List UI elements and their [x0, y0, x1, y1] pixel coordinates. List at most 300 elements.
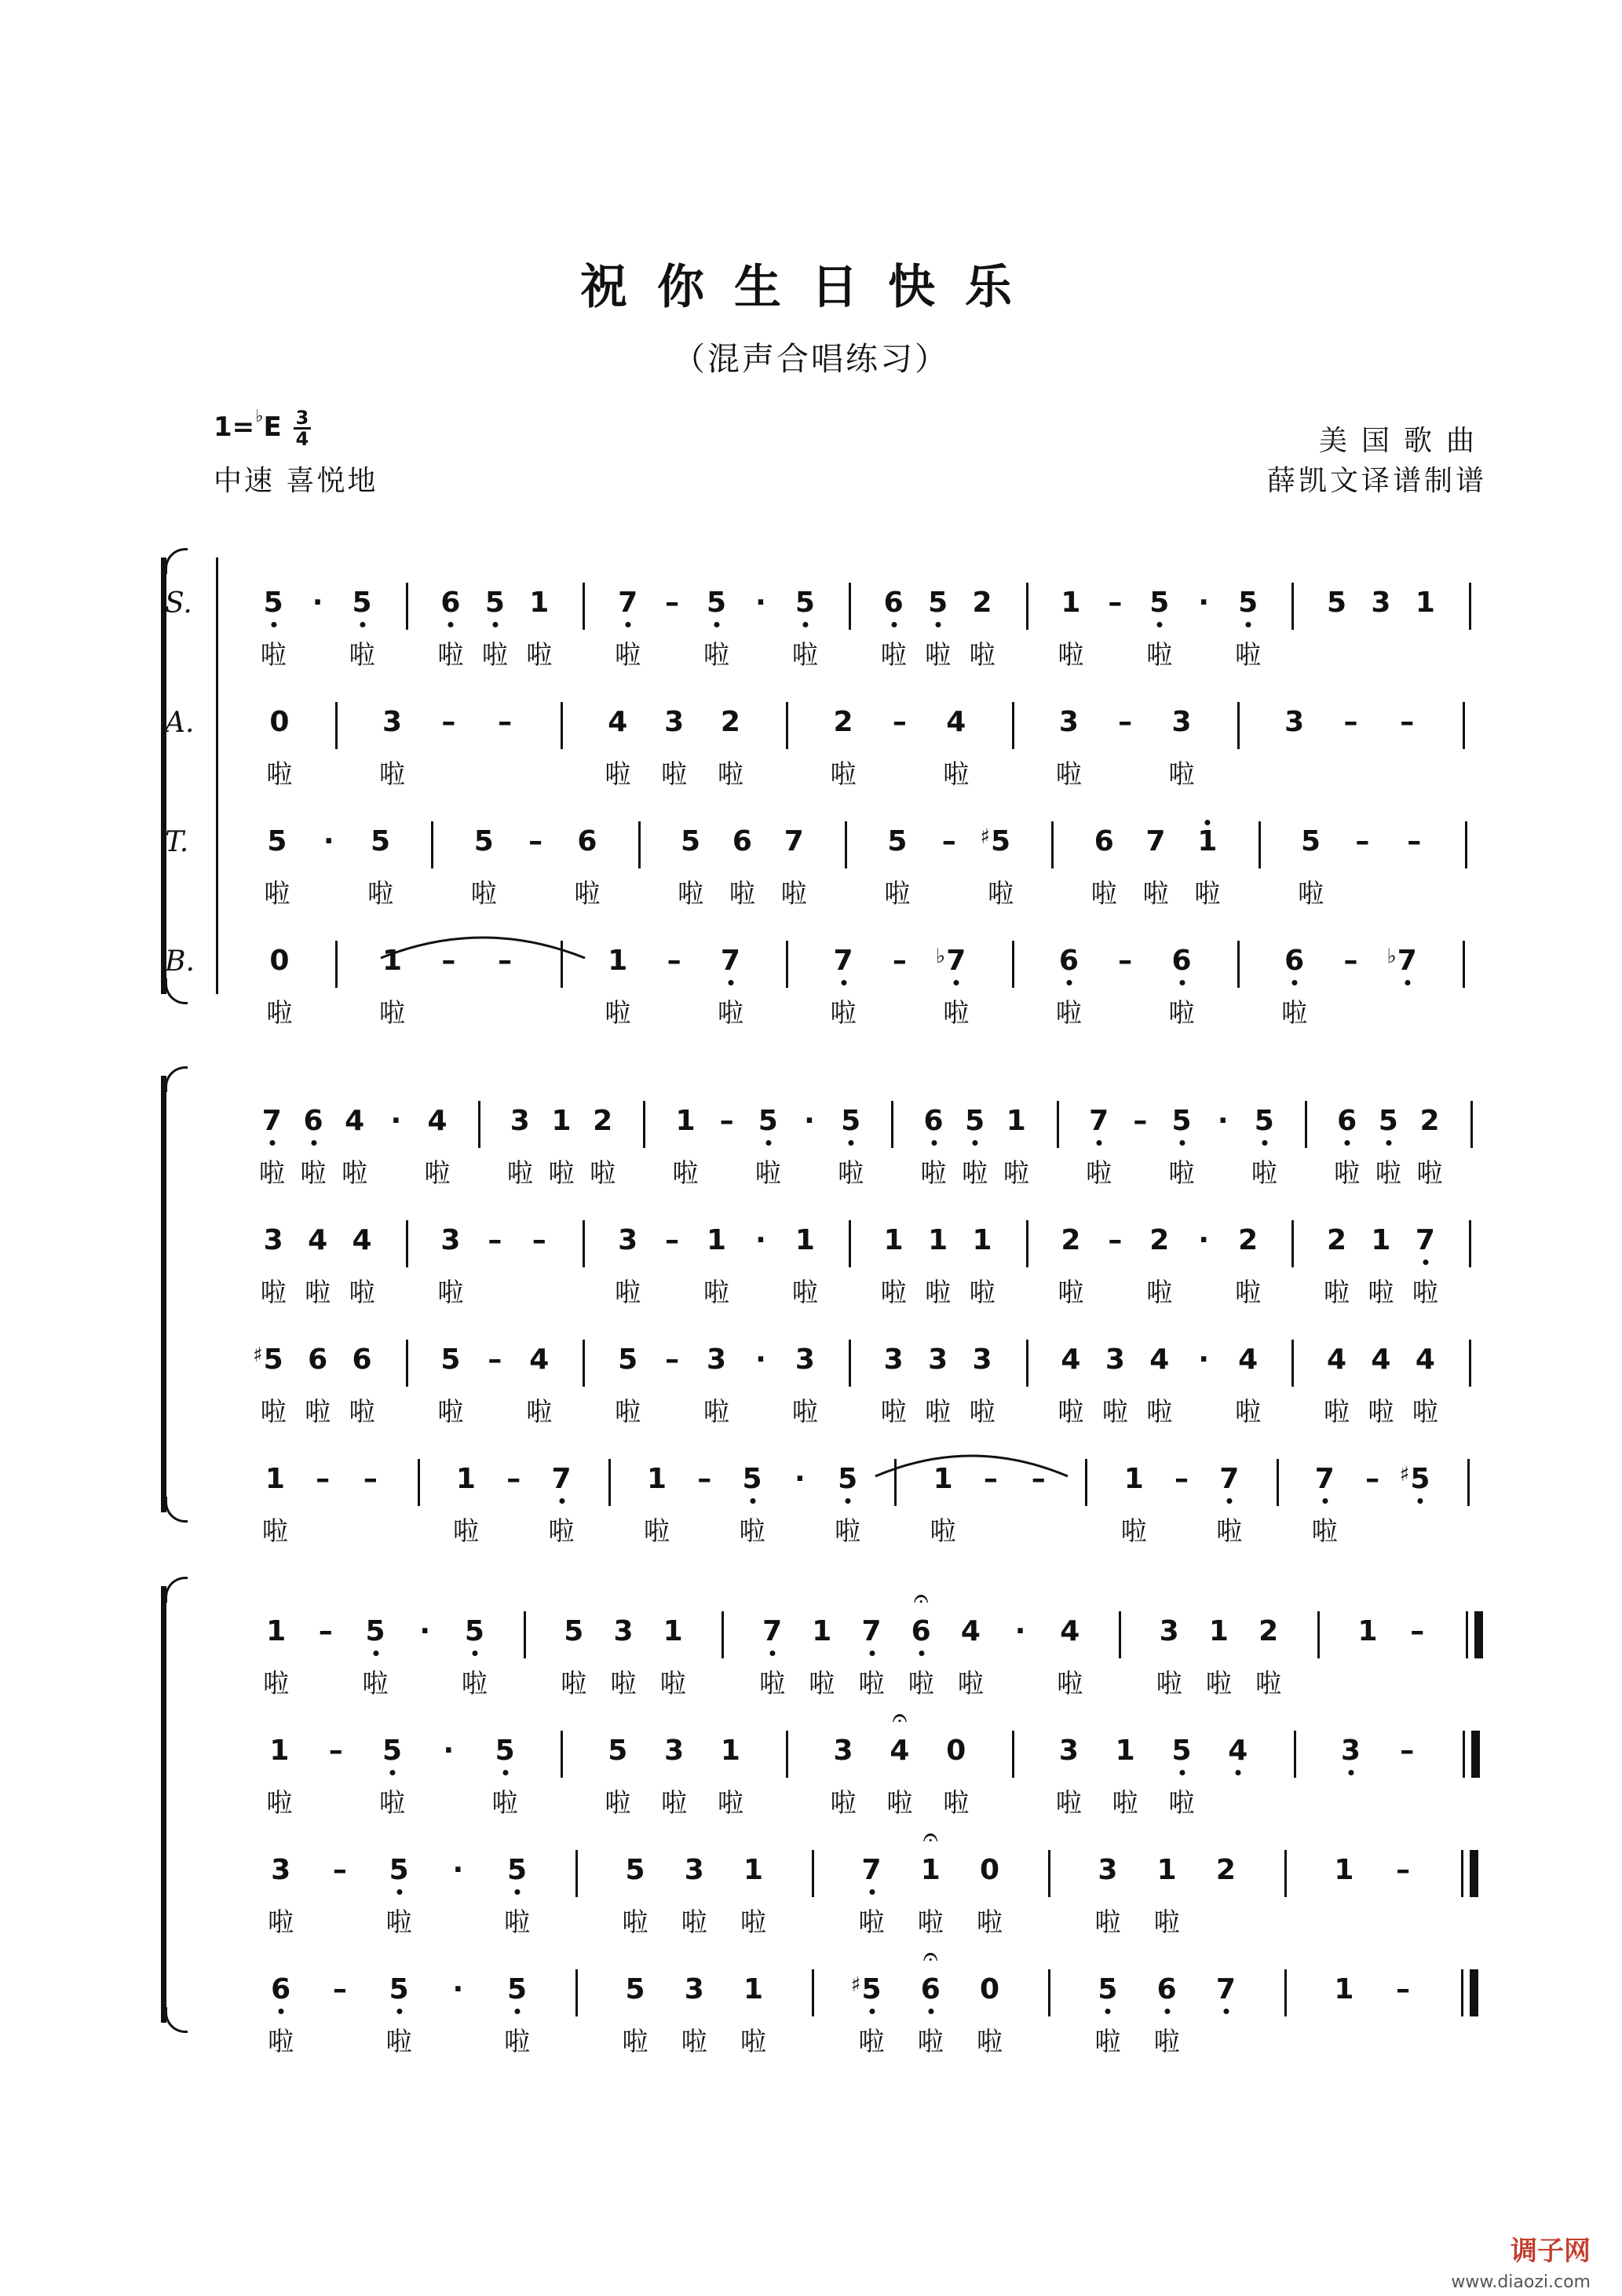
lyric-syllable: 啦: [1368, 1396, 1394, 1427]
note-text: 5: [389, 1854, 409, 1886]
note-text: 5: [1098, 1973, 1118, 2005]
note-text: –: [1396, 1973, 1411, 2005]
note-text: 4: [1061, 1344, 1081, 1376]
note-text: 6: [1171, 945, 1192, 977]
lyric-syllable: 啦: [258, 1157, 285, 1188]
note-text: 5: [838, 1463, 858, 1495]
fermata-icon: 𝄐: [922, 1822, 938, 1853]
note-text: –: [1407, 825, 1422, 857]
note-text: 5: [1301, 825, 1321, 857]
lyric-syllable: 啦: [305, 1396, 331, 1427]
lyric-syllable: 啦: [266, 759, 293, 789]
lyric-syllable: 啦: [491, 1787, 518, 1818]
lyric-syllable: 啦: [908, 1668, 934, 1698]
lyric-syllable: 啦: [672, 1157, 699, 1188]
lyric-syllable: 啦: [264, 878, 290, 909]
note-text: –: [1396, 1854, 1411, 1886]
note-text: ·: [452, 1973, 464, 2005]
note-text: 2: [1259, 1615, 1279, 1647]
note-text: –: [1118, 945, 1133, 977]
lyric-syllable: 啦: [504, 2026, 531, 2057]
note-text: 3: [684, 1854, 704, 1886]
note-text: 1: [928, 1224, 948, 1256]
lyric-syllable: 啦: [1142, 878, 1169, 909]
lyric-syllable: 啦: [605, 1787, 631, 1818]
lyric-syllable: 啦: [268, 1907, 294, 1937]
note-text: 4: [890, 1735, 910, 1767]
lyric-syllable: 啦: [884, 878, 911, 909]
note-text: 4: [345, 1105, 365, 1137]
note-text: –: [488, 1224, 502, 1256]
lyric-syllable: 啦: [930, 1515, 956, 1546]
lyric-syllable: 啦: [661, 759, 688, 789]
note-text: –: [697, 1463, 712, 1495]
note-text: 5: [625, 1854, 645, 1886]
lyric-syllable: 啦: [659, 1668, 686, 1698]
note-text: 0: [269, 945, 290, 977]
note-text: 5: [887, 825, 908, 857]
note-text: 5: [861, 1973, 882, 2005]
note-text: –: [441, 945, 456, 977]
note-text: –: [332, 1973, 347, 2005]
note-text: 1: [608, 945, 628, 977]
lyric-syllable: 啦: [1334, 1157, 1361, 1188]
lyric-syllable: 啦: [1235, 639, 1262, 670]
note-text: 3: [1058, 706, 1079, 738]
lyric-syllable: 啦: [838, 1157, 864, 1188]
note-text: 2: [1419, 1105, 1440, 1137]
note-text: 2: [833, 706, 853, 738]
note-text: 3: [928, 1344, 948, 1376]
note-text: –: [441, 706, 456, 738]
note-text: 5: [507, 1854, 528, 1886]
note-text: 3: [510, 1105, 530, 1137]
note-text: 6: [308, 1344, 328, 1376]
lyric-syllable: 啦: [1086, 1157, 1112, 1188]
note-text: ·: [323, 825, 334, 857]
lyric-syllable: 啦: [379, 1787, 406, 1818]
lyric-syllable: 啦: [780, 878, 807, 909]
lyric-syllable: 啦: [590, 1157, 616, 1188]
lyric-syllable: 啦: [526, 1396, 553, 1427]
note-text: 6: [303, 1105, 323, 1137]
note-text: ·: [443, 1735, 455, 1767]
note-text: 5: [706, 587, 727, 619]
note-text: 3: [883, 1344, 904, 1376]
note-text: 1: [1208, 1615, 1229, 1647]
note-text: 5: [618, 1344, 638, 1376]
note-text: 7: [1415, 1224, 1435, 1256]
note-text: ·: [804, 1105, 815, 1137]
lyric-syllable: 啦: [615, 639, 641, 670]
arranger-credit: 薛凯文译谱制谱: [1266, 465, 1487, 497]
note-text: 4: [1238, 1344, 1259, 1376]
note-text: 0: [946, 1735, 966, 1767]
note-text: 1: [266, 1615, 287, 1647]
lyric-syllable: 啦: [835, 1515, 861, 1546]
lyric-syllable: 啦: [1168, 1787, 1195, 1818]
note-text: 3: [1371, 587, 1391, 619]
note-text: 5: [1171, 1735, 1192, 1767]
lyric-syllable: 啦: [917, 2026, 944, 2057]
lyric-syllable: 啦: [809, 1668, 835, 1698]
note-text: –: [892, 945, 907, 977]
lyric-syllable: 啦: [261, 1515, 288, 1546]
lyric-syllable: 啦: [1416, 1157, 1443, 1188]
note-text: 7: [618, 587, 638, 619]
note-text: 4: [427, 1105, 448, 1137]
note-text: 1: [883, 1224, 904, 1256]
lyric-syllable: 啦: [830, 759, 857, 789]
note-text: 3: [263, 1224, 283, 1256]
note-text: –: [363, 1463, 378, 1495]
lyric-syllable: 啦: [1094, 2026, 1121, 2057]
lyric-syllable: 啦: [260, 1277, 287, 1307]
lyric-syllable: 啦: [880, 1396, 907, 1427]
note-text: –: [528, 825, 543, 857]
lyric-syllable: 啦: [504, 1907, 531, 1937]
lyric-syllable: 啦: [610, 1668, 637, 1698]
note-text: 1: [1115, 1735, 1135, 1767]
lyric-syllable: 啦: [379, 997, 406, 1028]
note-text: 3: [1171, 706, 1192, 738]
lyric-syllable: 啦: [644, 1515, 670, 1546]
lyric-syllable: 啦: [717, 1787, 743, 1818]
lyric-syllable: 啦: [1368, 1277, 1394, 1307]
lyric-syllable: 啦: [1168, 759, 1195, 789]
note-text: 6: [1094, 825, 1114, 857]
lyric-syllable: 啦: [754, 1157, 781, 1188]
note-text: 7: [1397, 945, 1417, 977]
note-text: ·: [1217, 1105, 1229, 1137]
lyric-syllable: 啦: [717, 759, 743, 789]
lyric-syllable: 啦: [342, 1157, 368, 1188]
lyric-syllable: 啦: [920, 1157, 947, 1188]
lyric-syllable: 啦: [367, 878, 394, 909]
lyric-syllable: 啦: [1055, 759, 1082, 789]
note-text: –: [719, 1105, 734, 1137]
note-text: 3: [684, 1973, 704, 2005]
note-text: 5: [1149, 587, 1170, 619]
note-text: 1: [1156, 1854, 1177, 1886]
note-text: 1: [812, 1615, 832, 1647]
note-text: 1: [795, 1224, 815, 1256]
note-text: 6: [1058, 945, 1079, 977]
note-text: 3: [618, 1224, 638, 1256]
note-text: 1: [1006, 1105, 1026, 1137]
lyric-syllable: 啦: [943, 1787, 970, 1818]
note-text: 1: [1061, 587, 1081, 619]
note-text: 1: [455, 1463, 476, 1495]
lyric-syllable: 啦: [943, 997, 970, 1028]
note-text: 5: [625, 1973, 645, 2005]
note-text: 3: [972, 1344, 992, 1376]
note-text: 5: [1254, 1105, 1274, 1137]
note-text: 5: [758, 1105, 778, 1137]
note-text: 4: [1149, 1344, 1170, 1376]
note-text: –: [1133, 1105, 1148, 1137]
note-text: 6: [1284, 945, 1305, 977]
lyric-syllable: 啦: [703, 1396, 729, 1427]
lyric-syllable: 啦: [1375, 1157, 1401, 1188]
lyric-syllable: 啦: [349, 639, 375, 670]
note-text: 0: [269, 706, 290, 738]
note-text: 6: [883, 587, 904, 619]
note-text: 1: [706, 1224, 727, 1256]
note-text: 5: [464, 1615, 484, 1647]
note-text: –: [1118, 706, 1133, 738]
lyric-syllable: 啦: [791, 1396, 818, 1427]
note-text: 5: [795, 587, 815, 619]
note-text: 1: [269, 1735, 290, 1767]
note-text: –: [1400, 706, 1415, 738]
lyric-syllable: 啦: [437, 1396, 464, 1427]
key-note: E: [263, 411, 282, 443]
note-text: –: [1108, 587, 1123, 619]
lyric-syllable: 啦: [969, 1396, 995, 1427]
lyric-syllable: 啦: [1112, 1787, 1138, 1818]
note-text: ·: [755, 1344, 766, 1376]
accidental: ♯: [850, 1973, 861, 1997]
lyric-syllable: 啦: [1156, 1668, 1182, 1698]
note-text: 6: [352, 1344, 372, 1376]
lyric-syllable: 啦: [268, 2026, 294, 2057]
note-text: 7: [833, 945, 853, 977]
lyric-syllable: 啦: [886, 1787, 913, 1818]
note-text: 1: [265, 1463, 285, 1495]
note-text: 3: [271, 1854, 291, 1886]
note-text: 5: [473, 825, 494, 857]
lyric-syllable: 啦: [1255, 1668, 1282, 1698]
accidental: ♭: [1386, 945, 1397, 968]
lyric-syllable: 啦: [703, 1277, 729, 1307]
note-text: –: [1365, 1463, 1380, 1495]
note-text: 5: [371, 825, 391, 857]
note-text: –: [498, 706, 513, 738]
watermark-name: 调子网: [1511, 2236, 1591, 2267]
lyric-syllable: 啦: [681, 2026, 707, 2057]
note-text: 1: [1123, 1463, 1144, 1495]
slur: [381, 938, 585, 958]
lyric-syllable: 啦: [858, 2026, 885, 2057]
voice-label: B.: [165, 945, 195, 978]
lyric-syllable: 啦: [943, 759, 970, 789]
note-text: 5: [1326, 587, 1347, 619]
note-text: 7: [1089, 1105, 1109, 1137]
note-text: 3: [795, 1344, 815, 1376]
note-text: 1: [551, 1105, 572, 1137]
lyric-syllable: 啦: [379, 759, 406, 789]
lyric-syllable: 啦: [260, 639, 287, 670]
lyric-syllable: 啦: [526, 639, 553, 670]
note-text: 5: [928, 587, 948, 619]
lyric-syllable: 啦: [574, 878, 601, 909]
note-text: 5: [841, 1105, 861, 1137]
lyric-syllable: 啦: [678, 878, 704, 909]
lyric-syllable: 啦: [740, 2026, 767, 2057]
lyric-syllable: 啦: [1281, 997, 1308, 1028]
lyric-syllable: 啦: [1194, 878, 1221, 909]
note-text: 7: [1145, 825, 1166, 857]
lyric-syllable: 啦: [263, 1668, 290, 1698]
note-text: 5: [681, 825, 701, 857]
lyric-syllable: 啦: [362, 1668, 389, 1698]
note-text: 3: [1098, 1854, 1118, 1886]
note-text: 7: [861, 1615, 882, 1647]
note-text: –: [1108, 1224, 1123, 1256]
lyric-syllable: 啦: [1311, 1515, 1338, 1546]
note-text: 3: [664, 1735, 685, 1767]
note-text: 6: [911, 1615, 931, 1647]
note-text: 6: [577, 825, 597, 857]
note-text: ·: [419, 1615, 431, 1647]
lyric-syllable: 啦: [791, 1277, 818, 1307]
song-origin: 美国歌曲: [1318, 425, 1489, 457]
note-text: ·: [755, 1224, 766, 1256]
lyric-syllable: 啦: [880, 639, 907, 670]
note-text: 3: [382, 706, 403, 738]
lyric-syllable: 啦: [925, 1396, 952, 1427]
lyric-syllable: 啦: [1003, 1157, 1029, 1188]
slur: [875, 1456, 1068, 1476]
note-text: 1: [1357, 1615, 1378, 1647]
lyric-syllable: 啦: [917, 1907, 944, 1937]
note-text: –: [1355, 825, 1370, 857]
accidental: ♭: [935, 945, 946, 968]
note-text: 5: [440, 1344, 461, 1376]
note-text: 1: [663, 1615, 683, 1647]
note-text: 1: [1415, 587, 1435, 619]
note-text: ·: [755, 587, 766, 619]
lyric-syllable: 啦: [976, 2026, 1003, 2057]
time-numerator: 3: [295, 407, 309, 429]
note-text: 1: [382, 945, 403, 977]
voice-label: S.: [165, 587, 192, 620]
lyric-syllable: 啦: [962, 1157, 988, 1188]
note-text: 4: [1371, 1344, 1391, 1376]
note-text: 4: [1415, 1344, 1435, 1376]
watermark-url: www.diaozi.com: [1451, 2272, 1591, 2292]
note-text: 2: [720, 706, 740, 738]
lyric-syllable: 啦: [1057, 1668, 1083, 1698]
note-text: 4: [946, 706, 966, 738]
lyric-syllable: 啦: [1216, 1515, 1243, 1546]
note-text: –: [498, 945, 513, 977]
note-text: 5: [352, 587, 372, 619]
lyric-syllable: 啦: [1058, 1396, 1084, 1427]
note-text: 2: [1238, 1224, 1259, 1256]
lyric-syllable: 啦: [1153, 1907, 1180, 1937]
lyric-syllable: 啦: [300, 1157, 327, 1188]
lyric-syllable: 啦: [1058, 639, 1084, 670]
note-text: 2: [1326, 1224, 1347, 1256]
lyric-syllable: 啦: [969, 639, 995, 670]
note-text: 3: [664, 706, 685, 738]
lyric-syllable: 啦: [385, 1907, 412, 1937]
key-prefix: 1=: [214, 411, 255, 443]
note-text: 7: [720, 945, 740, 977]
note-text: 5: [389, 1973, 409, 2005]
lyric-syllable: 啦: [548, 1157, 575, 1188]
lyric-syllable: 啦: [452, 1515, 479, 1546]
note-text: 4: [960, 1615, 981, 1647]
note-text: 5: [267, 825, 287, 857]
note-text: 2: [1149, 1224, 1170, 1256]
lyric-syllable: 啦: [703, 639, 729, 670]
note-text: –: [983, 1463, 998, 1495]
note-text: 6: [923, 1105, 944, 1137]
lyric-syllable: 啦: [605, 997, 631, 1028]
note-text: –: [316, 1463, 331, 1495]
note-text: 7: [762, 1615, 783, 1647]
note-text: 1: [647, 1463, 667, 1495]
note-text: –: [665, 1224, 680, 1256]
note-text: 0: [979, 1854, 999, 1886]
lyric-syllable: 啦: [957, 1668, 984, 1698]
lyric-syllable: 啦: [740, 1907, 767, 1937]
note-text: 5: [965, 1105, 985, 1137]
note-text: –: [1031, 1463, 1046, 1495]
note-text: 5: [495, 1735, 515, 1767]
lyric-syllable: 啦: [1298, 878, 1324, 909]
note-text: –: [667, 945, 681, 977]
note-text: 1: [1334, 1854, 1354, 1886]
page-subtitle: （混声合唱练习）: [673, 340, 949, 378]
note-text: 5: [991, 825, 1011, 857]
page-title: 祝你生日快乐: [580, 260, 1042, 315]
note-text: 6: [440, 587, 461, 619]
note-text: –: [1400, 1735, 1415, 1767]
accidental: ♯: [980, 825, 991, 849]
note-text: 5: [1378, 1105, 1398, 1137]
lyric-syllable: 啦: [717, 997, 743, 1028]
note-text: 5: [365, 1615, 385, 1647]
note-text: 1: [1197, 825, 1218, 857]
lyric-syllable: 啦: [1235, 1277, 1262, 1307]
note-text: –: [1410, 1615, 1425, 1647]
note-text: 4: [1060, 1615, 1080, 1647]
note-text: 7: [1314, 1463, 1335, 1495]
time-denominator: 4: [295, 428, 309, 450]
lyric-syllable: 啦: [681, 1907, 707, 1937]
lyric-syllable: 啦: [976, 1907, 1003, 1937]
lyric-syllable: 啦: [1055, 1787, 1082, 1818]
note-text: 2: [593, 1105, 613, 1137]
lyric-syllable: 啦: [1324, 1396, 1350, 1427]
note-text: –: [1343, 706, 1358, 738]
lyric-syllable: 啦: [1153, 2026, 1180, 2057]
lyric-syllable: 啦: [506, 1157, 533, 1188]
note-text: 5: [382, 1735, 403, 1767]
note-text: 5: [484, 587, 505, 619]
note-text: 1: [1334, 1973, 1354, 2005]
lyric-syllable: 啦: [561, 1668, 587, 1698]
note-text: ·: [795, 1463, 806, 1495]
flat-sign: ♭: [255, 407, 264, 426]
note-text: 3: [1284, 706, 1305, 738]
note-text: 1: [720, 1735, 740, 1767]
lyric-syllable: 啦: [1324, 1277, 1350, 1307]
lyric-syllable: 啦: [1412, 1396, 1438, 1427]
lyric-syllable: 啦: [548, 1515, 575, 1546]
note-text: 3: [1105, 1344, 1125, 1376]
lyric-syllable: 啦: [1146, 1396, 1173, 1427]
lyric-syllable: 啦: [830, 997, 857, 1028]
note-text: 6: [920, 1973, 941, 2005]
voice-label: T.: [165, 826, 189, 858]
fermata-icon: 𝄐: [922, 1941, 938, 1972]
note-text: 4: [529, 1344, 550, 1376]
